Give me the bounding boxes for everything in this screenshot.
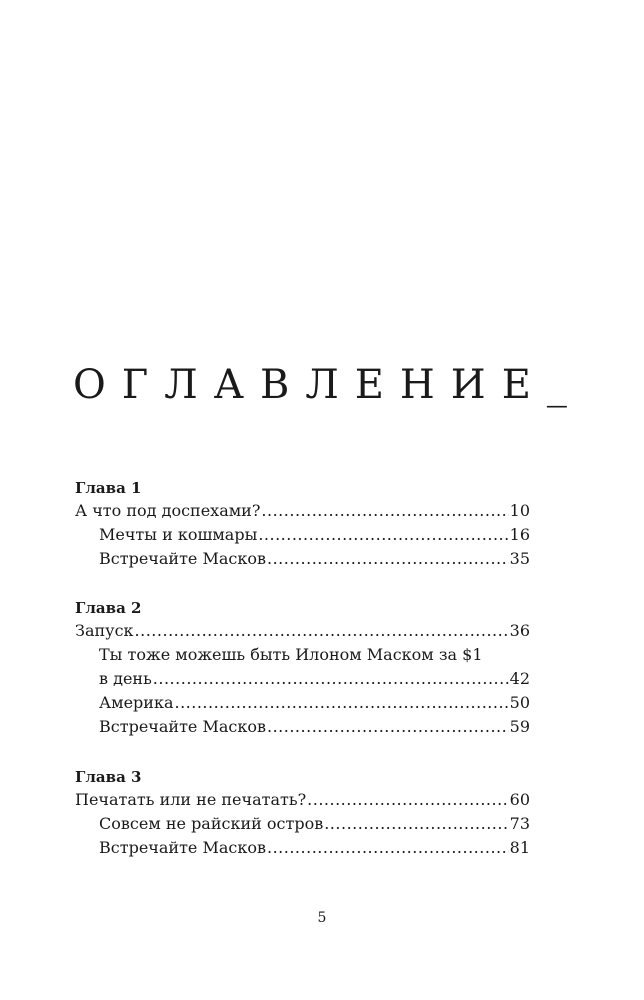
toc-entry-page: 73	[509, 814, 530, 833]
dot-leader	[153, 667, 509, 691]
dot-leader	[135, 619, 509, 643]
chapter-heading: Глава 2	[75, 599, 142, 617]
toc-entry[interactable]	[75, 715, 530, 739]
toc-entry-page: 42	[509, 669, 530, 688]
toc-entry-page: 50	[509, 693, 530, 712]
toc-entry-page: 10	[509, 501, 530, 520]
dot-leader	[307, 788, 508, 812]
toc-entry[interactable]	[75, 523, 530, 547]
toc-entry-label: Америка	[99, 693, 174, 712]
toc-chapter-1	[75, 477, 530, 571]
toc-entry-label: Совсем не райский остров	[99, 814, 324, 833]
chapter-heading: Глава 1	[75, 479, 142, 497]
toc-entry-page: 59	[509, 717, 530, 736]
dot-leader	[258, 523, 508, 547]
toc-entry-label: Запуск	[75, 621, 134, 640]
dot-leader	[324, 812, 508, 836]
dot-leader	[267, 715, 509, 739]
chapter-heading: Глава 3	[75, 768, 142, 786]
toc-entry-page: 35	[509, 549, 530, 568]
toc-entry-label: Встречайте Масков	[99, 549, 266, 568]
toc-entry-page: 16	[509, 525, 530, 544]
dot-leader	[267, 836, 509, 860]
page-number: 5	[317, 910, 327, 926]
toc-entry[interactable]	[75, 836, 530, 860]
toc-entry-label: Печатать или не печатать?	[75, 790, 307, 809]
toc-entry-label: Встречайте Масков	[99, 717, 266, 736]
toc-entry[interactable]	[75, 499, 530, 523]
toc-chapter-3	[75, 766, 530, 860]
toc-entry-label-line1[interactable]: Ты тоже можешь быть Илоном Маском за $1	[99, 645, 483, 664]
toc-entry-page: 81	[509, 838, 530, 857]
toc-entry[interactable]	[75, 667, 530, 691]
toc-entry-page: 60	[509, 790, 530, 809]
toc-entry-label: Встречайте Масков	[99, 838, 266, 857]
toc-entry[interactable]	[75, 619, 530, 643]
toc-entry-label: А что под доспехами?	[75, 501, 261, 520]
toc-entry[interactable]	[75, 691, 530, 715]
toc-entry[interactable]	[75, 788, 530, 812]
toc-entry[interactable]	[75, 547, 530, 571]
page-title: ОГЛАВЛЕНИЕ_	[73, 362, 583, 408]
dot-leader	[267, 547, 509, 571]
toc-entry-label: Мечты и кошмары	[99, 525, 258, 544]
toc-chapter-2	[75, 597, 530, 739]
toc-entry-page: 36	[509, 621, 530, 640]
dot-leader	[261, 499, 508, 523]
toc-entry[interactable]	[75, 812, 530, 836]
dot-leader	[174, 691, 508, 715]
toc-entry-label-line2: в день	[99, 669, 152, 688]
